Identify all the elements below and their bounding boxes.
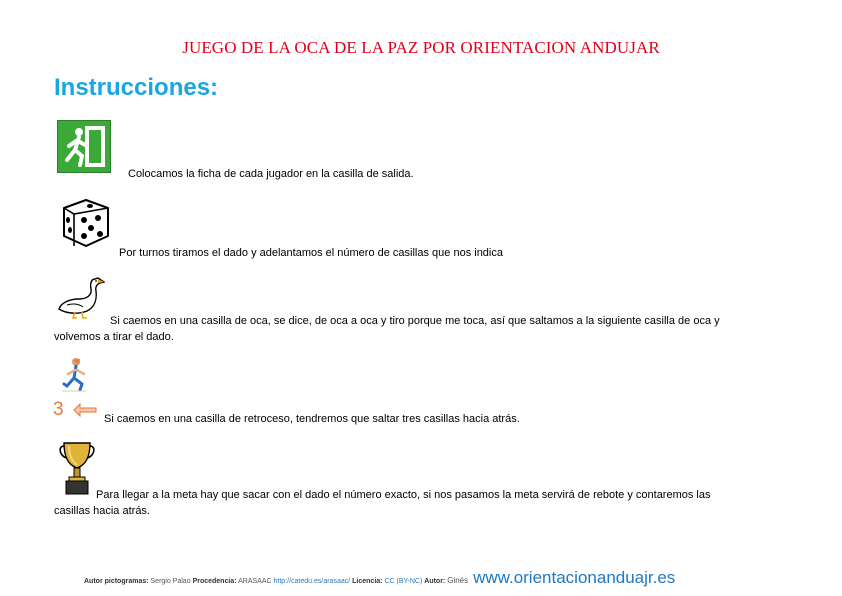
step-goose-text-line2: volvemos a tirar el dado.	[54, 331, 174, 343]
back-three-number: 3	[53, 399, 64, 420]
footer-source-link[interactable]: http://catedu.es/arasaac/	[273, 578, 351, 585]
footer-website-link[interactable]: www.orientacionanduajr.es	[473, 568, 676, 587]
footer-author-label: Autor pictogramas:	[84, 578, 149, 585]
footer-license-value[interactable]: CC (BY-NC)	[384, 578, 423, 585]
trophy-icon	[58, 441, 96, 495]
step-trophy-text-line2: casillas hacia atrás.	[54, 505, 150, 517]
footer-source-label: Procedencia:	[192, 578, 237, 585]
step-exit-text: Colocamos la ficha de cada jugador en la casilla de salida.	[128, 168, 414, 180]
exit-icon	[57, 120, 111, 173]
step-trophy-text-line1: Para llegar a la meta hay que sacar con el dado el número exacto, si nos pasamos la meta servirá de rebote y contaremos las	[96, 489, 711, 501]
footer-credits	[84, 568, 675, 588]
goose-icon	[55, 275, 105, 319]
footer-source-value: ARASAAC	[238, 578, 272, 585]
dice-icon	[60, 196, 112, 250]
footer-author2-label: Autor:	[424, 578, 446, 585]
page-title: JUEGO DE LA OCA DE LA PAZ POR ORIENTACION ANDUJAR	[182, 38, 660, 57]
instructions-heading: Instrucciones:	[54, 74, 219, 101]
step-back-text: Si caemos en una casilla de retroceso, tendremos que saltar tres casillas hacia atrás.	[104, 413, 520, 425]
footer-author-value: Sergio Palao	[150, 578, 191, 585]
step-dice-text: Por turnos tiramos el dado y adelantamos el número de casillas que nos indica	[119, 247, 503, 259]
footer-license-label: Licencia:	[352, 578, 383, 585]
footer-author2-value: Ginés	[447, 576, 469, 585]
step-goose-text-line1: Si caemos en una casilla de oca, se dice, de oca a oca y tiro porque me toca, así que saltamos a la siguiente casilla de oca y	[110, 315, 720, 327]
